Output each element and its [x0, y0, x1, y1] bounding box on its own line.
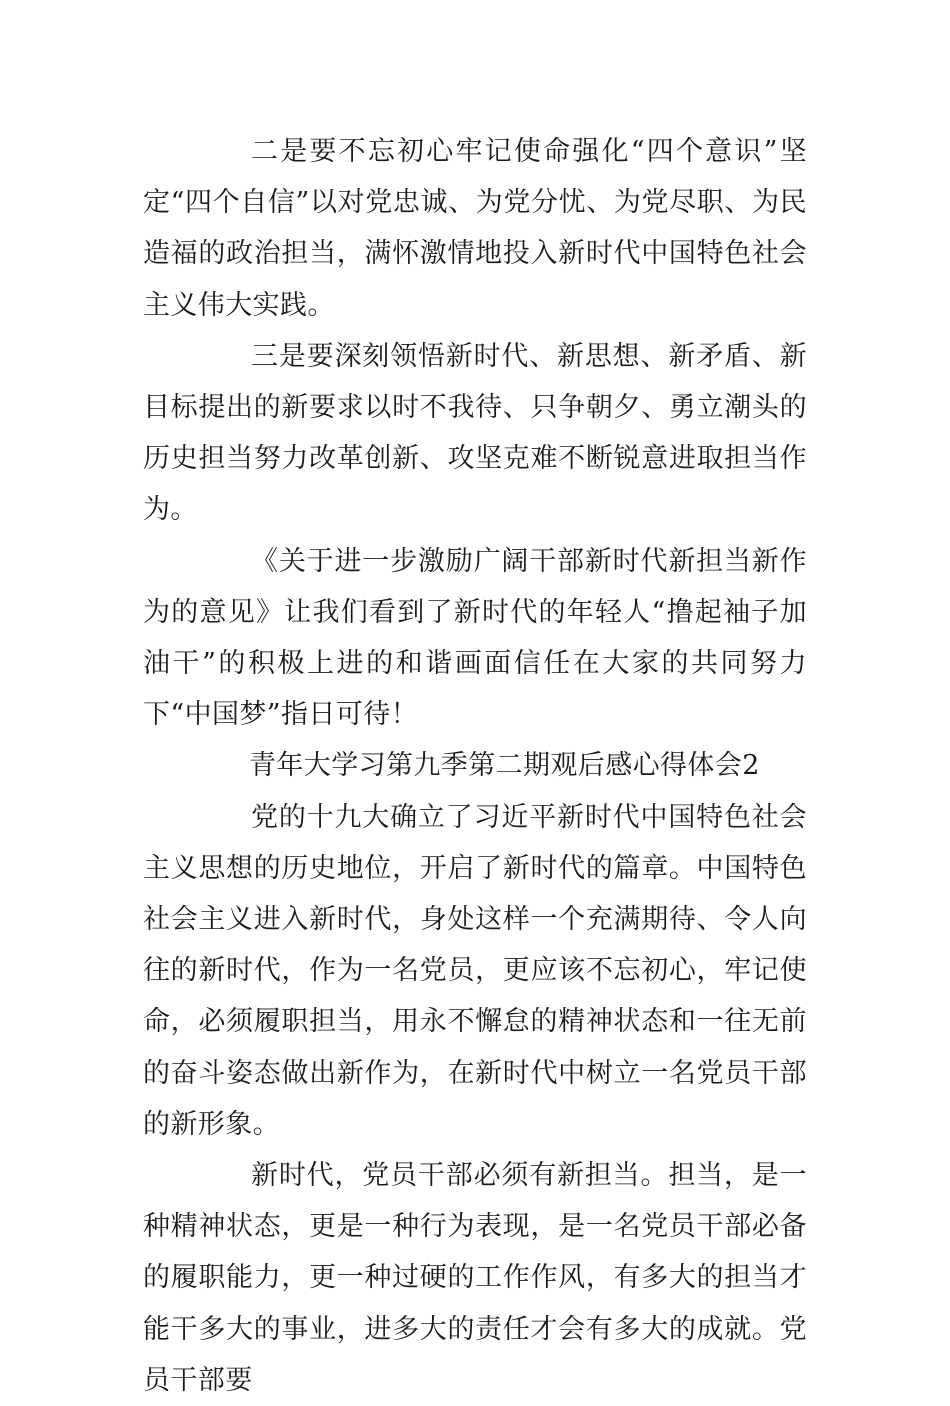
document-body	[143, 126, 807, 1406]
section-title: 青年大学习第九季第二期观后感心得体会2	[249, 750, 760, 782]
section-paragraph-1: 党的十九大确立了习近平新时代中国特色社会主义思想的历史地位，开启了新时代的篇章。中国特色社会主义进入新时代，身处这样一个充满期待、令人向往的新时代，作为一名党员，更应该不忘初心，牢记使命，必须履职担当，用永不懈怠的精神状态和一往无前的奋斗姿态做出新作为，在新时代中树立一名党员干部的新形象。	[143, 801, 807, 1140]
paragraph-two: 二是要不忘初心牢记使命强化“四个意识”坚定“四个自信”以对党忠诚、为党分忧、为党尽职、为民造福的政治担当，满怀激情地投入新时代中国特色社会主义伟大实践。	[143, 136, 807, 321]
paragraph-opinion: 《关于进一步激励广阔干部新时代新担当新作为的意见》让我们看到了新时代的年轻人“撸起袖子加油干”的积极上进的和谐画面信任在大家的共同努力下“中国梦”指日可待！	[143, 545, 807, 731]
paragraph-three: 三是要深刻领悟新时代、新思想、新矛盾、新目标提出的新要求以时不我待、只争朝夕、勇立潮头的历史担当努力改革创新、攻坚克难不断锐意进取担当作为。	[143, 340, 807, 526]
section-paragraph-2: 新时代，党员干部必须有新担当。担当，是一种精神状态，更是一种行为表现，是一名党员干部必备的履职能力，更一种过硬的工作作风，有多大的担当才能干多大的事业，进多大的责任才会有多大的成就。党员干部要	[143, 1160, 807, 1396]
